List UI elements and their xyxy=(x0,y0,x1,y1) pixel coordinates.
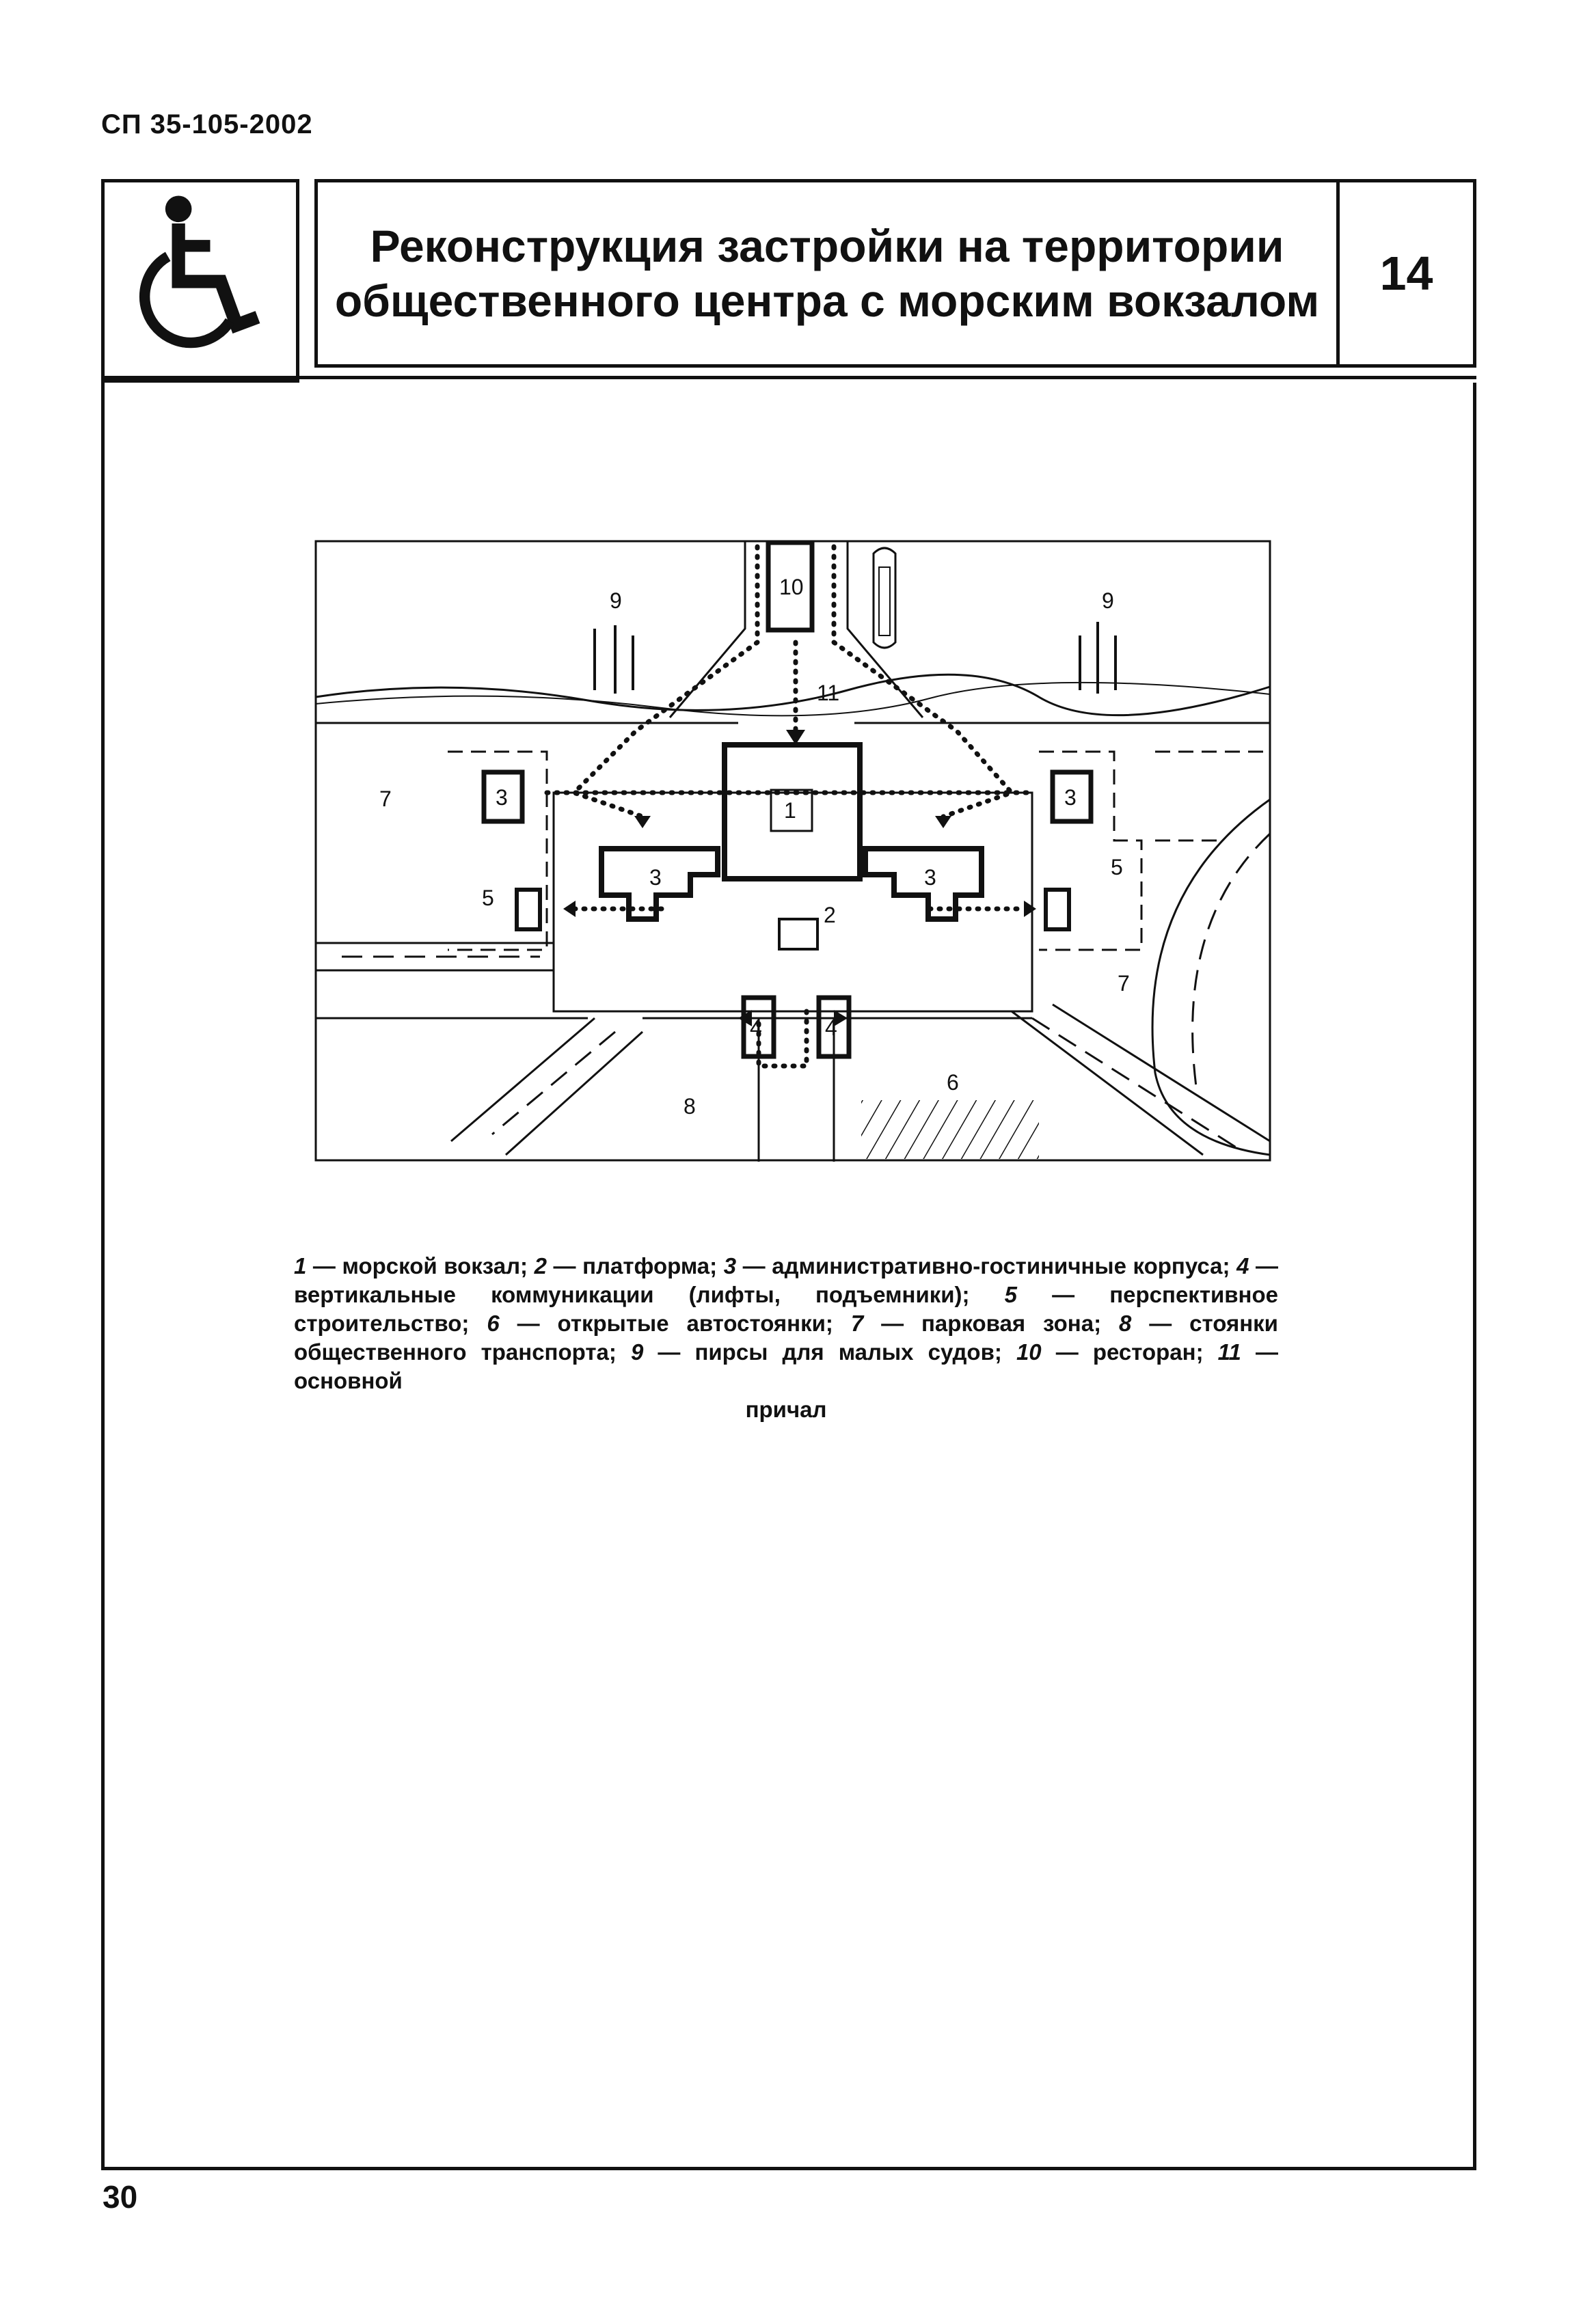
road-east-curve xyxy=(1152,799,1270,1155)
platform-outline xyxy=(554,793,1032,1011)
document-code: СП 35-105-2002 xyxy=(101,109,313,139)
plan-label-9-left: 9 xyxy=(610,588,622,613)
section-title xyxy=(314,179,1340,368)
future-zone-right-extra xyxy=(1155,752,1270,840)
plan-label-11: 11 xyxy=(817,681,840,705)
plan-label-4-left: 4 xyxy=(750,1015,762,1040)
caption-num-2: 2 xyxy=(534,1253,547,1279)
caption-text-9: — пирсы для малых судов; xyxy=(643,1339,1016,1365)
site-plan-svg xyxy=(314,540,1271,1162)
road-southeast-center xyxy=(1032,1018,1237,1148)
lift-left-upper xyxy=(517,890,540,929)
page-number: 30 xyxy=(103,2179,138,2215)
route-arrow-right xyxy=(935,816,951,828)
caption-text-11: — основной xyxy=(294,1339,1278,1393)
pier-left-edge xyxy=(670,541,745,717)
plan-label-5-right: 5 xyxy=(1111,855,1123,879)
plan-label-6: 6 xyxy=(947,1070,959,1095)
caption-num-1: 1 xyxy=(294,1253,307,1279)
caption-num-8: 8 xyxy=(1118,1311,1132,1336)
section-number: 14 xyxy=(1340,179,1476,368)
plan-label-3-left-main: 3 xyxy=(649,865,662,890)
platform-kiosk xyxy=(779,919,817,949)
plan-label-3-small-left: 3 xyxy=(496,785,508,810)
caption-num-5: 5 xyxy=(1004,1282,1017,1307)
caption-text-1: — морской вокзал; xyxy=(306,1253,535,1279)
plan-label-9-right: 9 xyxy=(1102,588,1114,613)
caption-text-6: — открытые автостоянки; xyxy=(499,1311,851,1336)
wheelchair-icon xyxy=(105,182,296,379)
plan-label-1: 1 xyxy=(784,798,796,823)
plan-label-7-right: 7 xyxy=(1118,971,1130,996)
caption-text-7: — парковая зона; xyxy=(863,1311,1119,1336)
road-east-center xyxy=(1193,834,1270,1086)
caption-text-8: — стоянки общественного транспорта; xyxy=(294,1311,1278,1365)
caption-num-7: 7 xyxy=(850,1311,864,1336)
plan-label-5-left: 5 xyxy=(482,886,494,910)
ship-outline xyxy=(874,548,895,648)
caption-num-6: 6 xyxy=(487,1311,500,1336)
road-southwest-edges xyxy=(451,1018,643,1155)
caption-num-10: 10 xyxy=(1016,1339,1042,1365)
parking-hatch xyxy=(861,1100,1039,1159)
caption-text-2: — платформа; xyxy=(546,1253,724,1279)
caption-num-9: 9 xyxy=(630,1339,644,1365)
ship-deck xyxy=(879,567,890,635)
caption-text-10: — ресторан; xyxy=(1041,1339,1218,1365)
figure-caption xyxy=(294,1252,1278,1424)
plan-label-3-right-main: 3 xyxy=(924,865,936,890)
caption-num-4: 4 xyxy=(1236,1253,1249,1279)
section-title-line-2: общественного центра с морским вокзалом xyxy=(334,275,1320,326)
header-divider xyxy=(101,376,1476,379)
caption-text-4: — вертикальные коммуникации (лифты, подъемники); xyxy=(294,1253,1278,1307)
small-piers-left xyxy=(595,625,633,694)
caption-num-11: 11 xyxy=(1217,1339,1241,1365)
caption-text-11-last: причал xyxy=(745,1397,827,1422)
lift-right-upper xyxy=(1046,890,1069,929)
plan-label-2: 2 xyxy=(824,903,836,927)
route-arrow-west xyxy=(563,901,576,917)
admin-building-right xyxy=(865,849,982,919)
caption-num-3: 3 xyxy=(723,1253,737,1279)
plan-label-3-small-right: 3 xyxy=(1064,785,1077,810)
road-southeast-edges xyxy=(1012,1004,1270,1155)
access-road xyxy=(759,1018,834,1162)
caption-text-3: — административно-гостиничные корпуса; xyxy=(736,1253,1237,1279)
shoreline-line-1 xyxy=(316,674,1270,715)
future-zone-left xyxy=(448,752,547,950)
caption-text-5: — перспективное строительство; xyxy=(294,1282,1278,1336)
plan-label-8: 8 xyxy=(684,1094,696,1119)
plan-label-10: 10 xyxy=(779,575,804,599)
plan-label-4-right: 4 xyxy=(825,1015,837,1040)
site-plan-drawing xyxy=(314,540,1271,1162)
section-title-line-1: Реконструкция застройки на территории xyxy=(370,221,1284,271)
accessibility-icon-box xyxy=(101,179,299,383)
road-southwest-center xyxy=(492,1032,615,1134)
route-arrow-left xyxy=(634,816,651,828)
route-arrow-east xyxy=(1024,901,1036,917)
plan-label-7-left: 7 xyxy=(379,787,392,811)
